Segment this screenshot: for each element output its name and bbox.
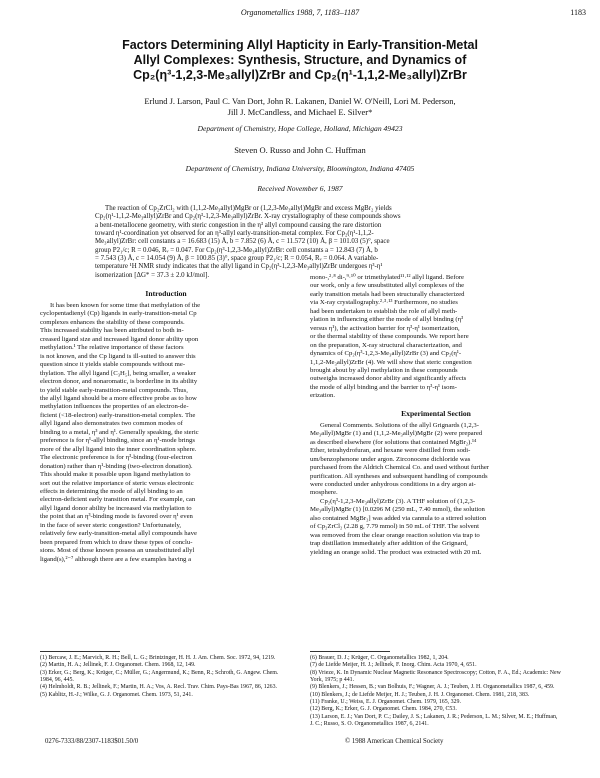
author-list-2: Steven O. Russo and John C. Huffman — [234, 145, 366, 155]
body-line: versus η¹), the activation barrier for η³-η¹ isomerization, — [310, 324, 460, 332]
body-line: the mode of allyl binding and the barrier to η³-η¹ isom- — [310, 383, 457, 391]
intro-line: the point that an η³-binding mode is favored over η¹ even — [40, 513, 193, 521]
intro-line: cyclopentadienyl (Cp) ligands in early-transition-metal Cp — [40, 310, 197, 318]
body-line: ylation in influencing either the mode of allyl binding (η³ — [310, 316, 464, 324]
intro-line: allyl ligand also demonstrates two common modes of — [40, 420, 183, 428]
reference-item: (11) Franke, U.; Weiss, E. J. Organomet. Chem. 1979, 165, 329. — [310, 699, 461, 706]
intro-line: creased ligand size and increased ligand donor ability upon — [40, 335, 199, 343]
body-line: early transition metals had been structurally characterized — [310, 290, 465, 298]
exp-line: yielding an orange solid. The product was extracted with 20 mL — [310, 548, 482, 556]
intro-line: sort out the relative importance of steric versus electronic — [40, 479, 194, 487]
intro-line: The electronic preference is for η³-binding (four-electron — [40, 454, 193, 462]
footnote-rule-left — [40, 651, 120, 652]
page-number: 1183 — [570, 8, 586, 17]
intro-line: This should make it possible upon ligand methylation to — [40, 471, 191, 479]
abstract-line: toward η¹-coordination yet observed for an η³-allyl early-transition-metal complex. For Cp₂(η¹-1,1,2- — [95, 230, 374, 238]
intro-line: This increased stability has been attributed to both in- — [40, 327, 184, 335]
body-line: on the preparation, X-ray structural characterization, and — [310, 341, 462, 349]
intro-line: question since it yields stable compounds without me- — [40, 361, 186, 369]
intro-line: electron-deficient early transition metal. For example, can — [40, 496, 196, 504]
abstract-line: Cp₂(η¹-1,1,2-Me₃allyl)ZrBr and Cp₂(η³-1,2,3-Me₃allyl)ZrBr. X-ray crystallography of these compounds shows — [95, 213, 401, 221]
exp-line: of Cp₂ZrCl₂ (2.28 g, 7.79 mmol) in 50 mL of THF. The solvent — [310, 523, 479, 531]
abstract-line: temperature ¹H NMR study indicates that the allyl ligand in Cp₂(η³-1,2,3-Me₃allyl)ZrBr undergoes η³-η¹ — [95, 263, 383, 271]
intro-line: to yield stable early-transition-metal compounds. Thus, — [40, 386, 188, 394]
article-title — [60, 38, 540, 83]
reference-item: (3) Erker, G.; Berg, K.; Krüger, C.; Müller, G.; Angermund, K.; Benn, R.; Schroth, G. Angew. Chem. 1984, 96, 445. — [40, 669, 279, 684]
intro-line: allyl ligand donor ability be increased via methylation to — [40, 504, 192, 512]
affiliation-2: Department of Chemistry, Indiana University, Bloomington, Indiana 47405 — [185, 164, 415, 173]
reference-item: (1) Bercaw, J. E.; Marvich, R. H.; Bell, L. G.; Brintzinger, H. H. J. Am. Chem. Soc. 1972, 94, 1219. — [40, 655, 276, 661]
intro-line: donation) rather than η¹-binding (two-electron donation). — [40, 462, 193, 470]
body-line: erization. — [310, 392, 336, 400]
intro-line: ligand(s),²⁻⁷ although there are a few examples having a — [40, 555, 192, 563]
abstract-line: The reaction of Cp₂ZrCl₂ with (1,1,2-Me₃allyl)MgBr or (1,2,3-Me₃allyl)MgBr and excess MgBr₂ yields — [105, 205, 392, 212]
author-list-1 — [70, 96, 530, 118]
body-line: dynamics of Cp₂(η³-1,2,3-Me₃allyl)ZrBr (3) and Cp₂(η¹- — [310, 350, 462, 358]
received-date: Received November 6, 1987 — [257, 184, 343, 193]
right-column — [310, 274, 562, 557]
intro-line: complexes enhances the stability of these compounds. — [40, 318, 185, 326]
body-line: brought about by allyl methylation in these compounds — [310, 366, 458, 374]
title-line-3: Cp₂(η³-1,2,3-Me₃allyl)ZrBr and Cp₂(η¹-1,1,2-Me₃allyl)ZrBr — [133, 68, 467, 82]
footnote-rule-right — [310, 651, 390, 652]
abstract-line: Me₃allyl)ZrBr: cell constants a = 16.683 (15) Å, b = 7.852 (6) Å, c = 11.572 (10) Å, β = 101.03 (5)°, space — [95, 238, 390, 246]
references-right — [310, 655, 562, 728]
reference-item: (9) Blenkers, J.; Hessen, B.; van Bolhuis, F.; Wagner, A. J.; Teuben, J. H. Organometallics 1987, 6, 459. — [310, 684, 555, 691]
exp-line: General Comments. Solutions of the allyl Grignards (1,2,3- — [320, 421, 479, 429]
intro-line: methylation influences the properties of an electron-de- — [40, 403, 189, 411]
intro-line: electron donor, and nonaromatic, is borderline in its ability — [40, 378, 198, 386]
exp-line: mosphere. — [310, 489, 338, 497]
abstract-line: = 7.543 (3) Å, c = 14.054 (9) Å, β = 100.85 (3)°, space group P2₁/c; R = 0.054, Rᵥ = 0.064. A variable- — [95, 255, 379, 263]
body-line: via X-ray crystallography.²·³·¹³ Furthermore, no studies — [310, 299, 458, 307]
intro-line: methylation.¹ The relative importance of these factors — [40, 344, 184, 352]
author-line-1: Erlund J. Larson, Paul C. Van Dort, John R. Lakanen, Daniel W. O'Neill, Lori M. Pederson, — [144, 96, 456, 106]
reference-item: (6) Brauer, D. J.; Krüger, C. Organometallics 1982, 1, 204. — [310, 655, 449, 661]
exp-line: um/benzophenone under argon. Zirconocene dichloride was — [310, 455, 471, 463]
exp-line: also contained MgBr₂] was added via cannula to a stirred solution — [310, 514, 487, 522]
exp-line: trap distillation immediately after addition of the Grignard, — [310, 540, 468, 548]
reference-item: (13) Larson, E. J.; Van Dort, P. C.; Dailey, J. S.; Lakanen, J. R.; Pederson, L. M.; Silver, M. E.; Huffman, J. C.; Russo, S. O. Organometallics 1987, 6, 2141. — [310, 713, 558, 728]
reference-item: (8) Vrieze, K. In Dynamic Nuclear Magnetic Resonance Spectroscopy; Cotton, F. A., Ed.; Academic: New York, 1975; p 441. — [310, 669, 561, 684]
reference-item: (5) Kablitz, H.-J.; Wilke, G. J. Organomet. Chem. 1973, 51, 241. — [40, 691, 193, 698]
exp-line: Me₃allyl)MgBr (1) and (1,1,2-Me₃allyl)MgBr (2) were prepared — [310, 430, 483, 438]
intro-line: thylation. The allyl ligand [C₃H₅], being smaller, a weaker — [40, 369, 196, 377]
intro-line: preference is for η¹-allyl binding, since an η¹-mode brings — [40, 437, 195, 445]
left-column — [40, 286, 292, 564]
intro-line: ficient (<18-electron) early-transition-metal complex. The — [40, 411, 196, 419]
exp-line: Ether, tetrahydrofuran, and hexane were distilled from sodi- — [310, 447, 471, 455]
abstract-line: isomerization [ΔG* = 37.3 ± 2.0 kJ/mol]. — [95, 271, 210, 279]
exp-line: was removed from the clear orange reaction solution via trap to — [310, 531, 480, 539]
intro-line: been prepared from which to draw these types of conclu- — [40, 538, 193, 546]
intro-line: relatively few early-transition-metal allyl compounds have — [40, 530, 197, 538]
exp-line: as described elsewhere (for solutions that contained MgBr₂).¹⁴ — [310, 438, 477, 446]
reference-item: (2) Martin, H. A.; Jellinek, F. J. Organomet. Chem. 1968, 12, 149. — [40, 662, 196, 669]
intro-line: in the face of sever steric congestion? Unfortunately, — [40, 521, 182, 529]
references-left — [40, 655, 292, 699]
body-line: or the thermal stability of these compounds. We report here — [310, 333, 469, 341]
reference-item: (4) Helmholdt, R. B.; Jellinek, F.; Martin, H. A.; Vos, A. Recl. Trav. Chim. Pays-Bas 1967, 86, 1263. — [40, 684, 278, 691]
reference-item: (7) de Liefde Meijer, H. J.; Jellinek, F. Inorg. Chim. Acta 1970, 4, 651. — [310, 662, 477, 669]
exp-line: were conducted under anhydrous conditions in a dry argon at- — [310, 480, 476, 488]
body-line: 1,1,2-Me₃allyl)ZrBr (4). We will show that steric congestion — [310, 358, 472, 366]
intro-line: effects in determining the mode of allyl binding to an — [40, 487, 183, 495]
body-line: our work, only a few unsubstituted allyl complexes of the — [310, 282, 465, 290]
journal-citation: Organometallics 1988, 7, 1183–1187 — [240, 8, 360, 17]
intro-line: more of the allyl ligand into the inner coordination sphere. — [40, 445, 197, 453]
experimental-heading: Experimental Section — [401, 408, 471, 418]
exp-line: Cp₂(η³-1,2,3-Me₃allyl)ZrBr (3). A THF solution of (1,2,3- — [320, 497, 476, 505]
intro-line: the allyl ligand should be a more effective probe as to how — [40, 394, 197, 402]
body-line: mono-,²·⁸ di-,⁹·¹⁰ or trimethylated¹¹·¹² allyl ligand. Before — [310, 274, 465, 281]
abstract — [95, 205, 505, 280]
intro-line: It has been known for some time that methylation of the — [50, 302, 201, 309]
abstract-line: a bent-metallocene geometry, with steric congestion in the η³ allyl compound causing the rare distortion — [95, 221, 382, 229]
affiliation-1: Department of Chemistry, Hope College, Holland, Michigan 49423 — [197, 124, 403, 133]
author-line-2: Jill J. McCandless, and Michael E. Silver* — [227, 107, 373, 117]
intro-line: sions. Most of those known possess an unsubstituted allyl — [40, 547, 195, 555]
copyright-notice: © 1988 American Chemical Society — [345, 738, 444, 745]
reference-item: (12) Berg, K.; Erker, G. J. Organomet. Chem. 1984, 270, C53. — [310, 706, 457, 713]
intro-line: binding to a metal, η³ and η¹. Generally speaking, the steric — [40, 428, 199, 436]
reference-item: (10) Blenkers, J.; de Liefde Meijer, H. J.; Teuben, J. H. J. Organomet. Chem. 1981, 218, 383. — [310, 691, 530, 698]
body-line: outweighs increased donor ability and significantly affects — [310, 375, 467, 383]
exp-line: Me₃allyl)MgBr (1) [0.0296 M (250 mL, 7.40 mmol), the solution — [310, 506, 485, 514]
introduction-heading: Introduction — [145, 289, 187, 298]
article-code: 0276-7333/88/2307-1183$01.50/0 — [45, 738, 139, 745]
intro-line: is not known, and the Cp ligand is ill-suited to answer this — [40, 352, 196, 360]
exp-line: purchased from the Aldrich Chemical Co. and used without further — [310, 464, 490, 472]
title-line-1: Factors Determining Allyl Hapticity in Early-Transition-Metal — [122, 38, 478, 52]
abstract-line: group P2₁/c; R = 0.046, Rᵥ = 0.047. For Cp₂(η³-1,2,3-Me₃allyl)ZrBr: cell constants a = 12.843 (7) Å, b — [95, 246, 378, 254]
body-line: had been undertaken to establish the role of allyl meth- — [310, 307, 458, 315]
exp-line: purification. All syntheses and subsequent handling of compounds — [310, 472, 488, 480]
title-line-2: Allyl Complexes: Synthesis, Structure, and Dynamics of — [133, 53, 467, 67]
